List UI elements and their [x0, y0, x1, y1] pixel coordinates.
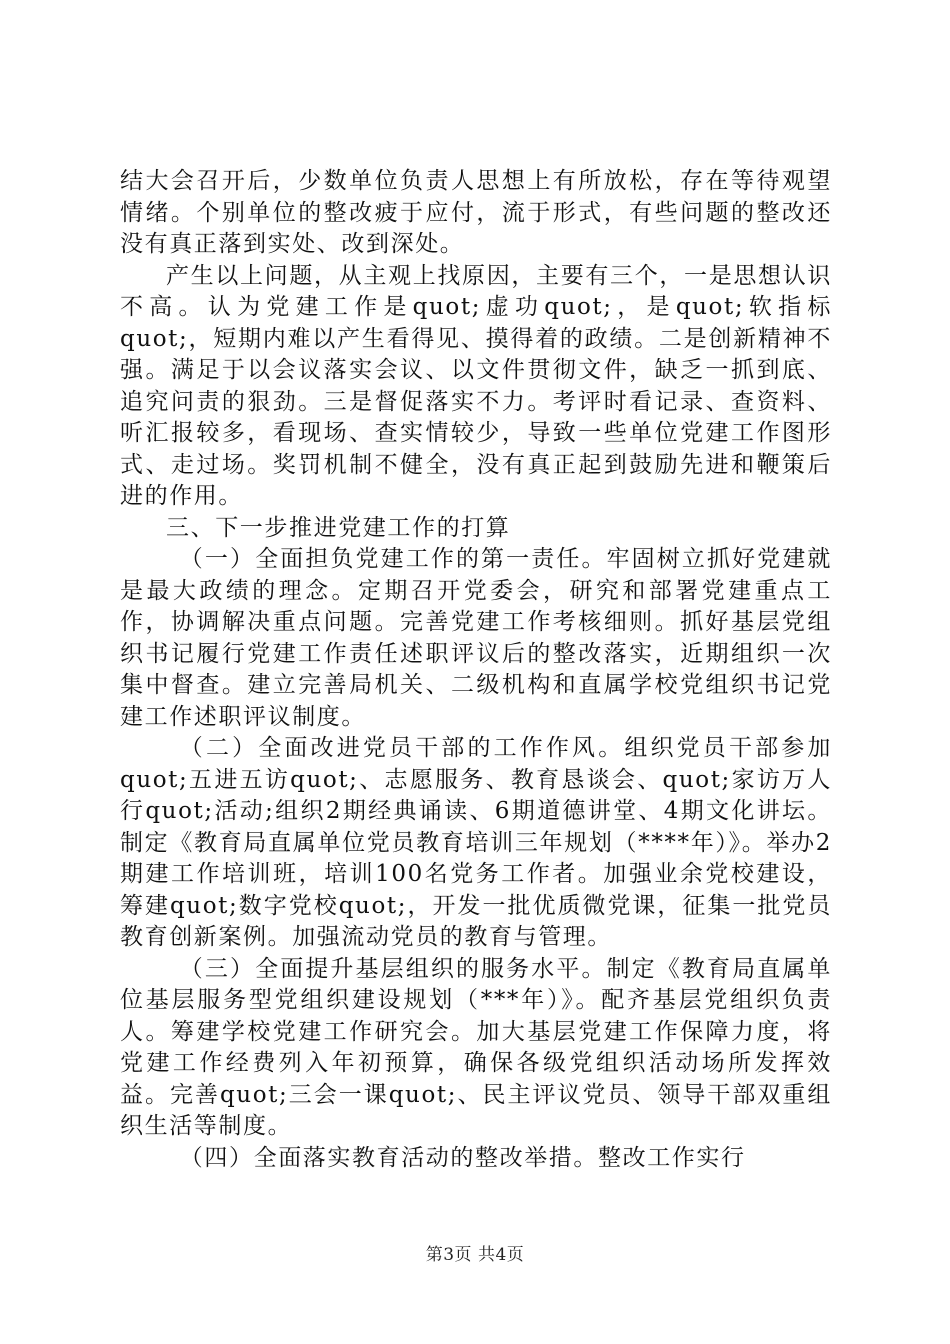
page-number-footer: 第3页 共4页	[425, 1245, 525, 1265]
paragraph-item-1: （一）全面担负党建工作的第一责任。牢固树立抓好党建就是最大政绩的理念。定期召开党委会，研究和部署党建重点工作，协调解决重点问题。完善党建工作考核细则。抓好基层党组织书记履行党建工作责任述职评议后的整改落实，近期组织一次集中督查。建立完善局机关、二级机构和直属学校党组织书记党建工作述职评议制度。	[120, 546, 832, 730]
document-body	[120, 166, 832, 1174]
paragraph-item-2: （二）全面改进党员干部的工作作风。组织党员干部参加quot;五进五访quot;、志愿服务、教育恳谈会、quot;家访万人行quot;活动;组织2期经典诵读、6期道德讲堂、4期文化讲坛。制定《教育局直属单位党员教育培训三年规划（****年）》。举办2期建工作培训班，培训100名党务工作者。加强业余党校建设，筹建quot;数字党校quot;，开发一批优质微党课，征集一批党员教育创新案例。加强流动党员的教育与管理。	[120, 735, 832, 950]
paragraph-problem-causes: 产生以上问题，从主观上找原因，主要有三个，一是思想认识不高。认为党建工作是quot;虚功quot;，是quot;软指标quot;，短期内难以产生看得见、摸得着的政绩。二是创新精神不强。满足于以会议落实会议、以文件贯彻文件，缺乏一抓到底、追究问责的狠劲。三是督促落实不力。考评时看记录、查资料、听汇报较多，看现场、查实情较少，导致一些单位党建工作图形式、走过场。奖罚机制不健全，没有真正起到鼓励先进和鞭策后进的作用。	[120, 262, 832, 509]
paragraph-item-4: （四）全面落实教育活动的整改举措。整改工作实行	[179, 1144, 746, 1171]
paragraph-continuation: 结大会召开后，少数单位负责人思想上有所放松，存在等待观望情绪。个别单位的整改疲于应付，流于形式，有些问题的整改还没有真正落到实处、改到深处。	[120, 168, 832, 257]
paragraph-item-3: （三）全面提升基层组织的服务水平。制定《教育局直属单位基层服务型党组织建设规划（***年）》。配齐基层党组织负责人。筹建学校党建工作研究会。加大基层党建工作保障力度，将党建工作经费列入年初预算，确保各级党组织活动场所发挥效益。完善quot;三会一课quot;、民主评议党员、领导干部双重组织生活等制度。	[120, 955, 832, 1139]
section-heading-next-steps: 三、下一步推进党建工作的打算	[166, 514, 511, 541]
